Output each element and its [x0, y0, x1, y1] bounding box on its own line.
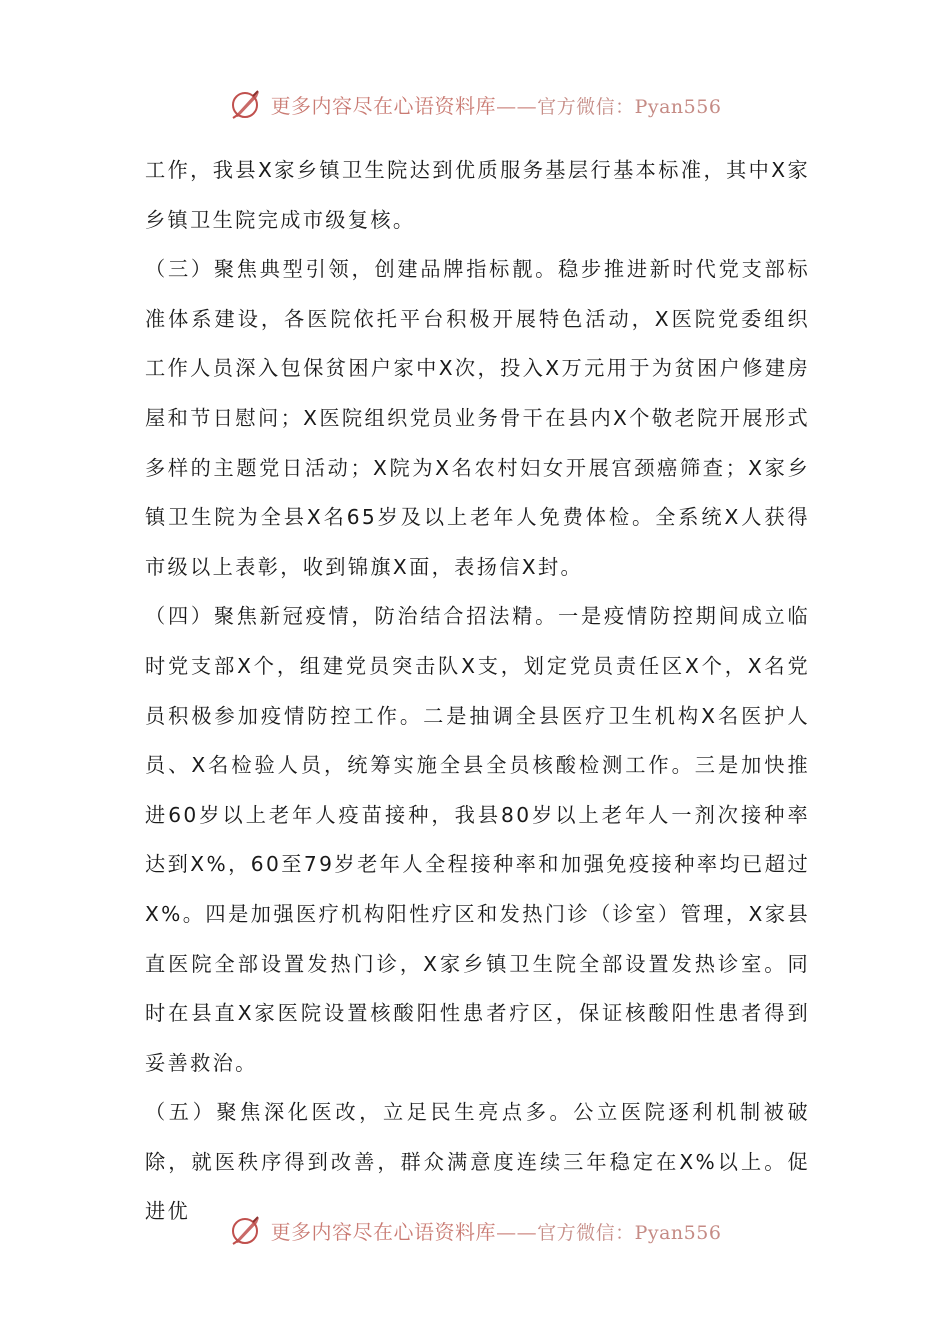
- watermark-wechat-id: Pyan556: [634, 1221, 722, 1244]
- pen-quill-logo-icon: [229, 1212, 265, 1248]
- watermark-text: [271, 1216, 722, 1245]
- watermark-wechat-id: Pyan556: [634, 95, 722, 118]
- watermark-footer: [0, 1210, 950, 1250]
- watermark-text: [271, 90, 722, 119]
- paragraph-4: （五）聚焦深化医改，立足民生亮点多。公立医院逐利机制被破除，就医秩序得到改善，群众满意度连续三年稳定在X%以上。促进优: [145, 1100, 810, 1224]
- watermark-dash: ——: [496, 93, 538, 118]
- paragraph-3: （四）聚焦新冠疫情，防治结合招法精。一是疫情防控期间成立临时党支部X个，组建党员突击队X支，划定党员责任区X个，X名党员积极参加疫情防控工作。二是抽调全县医疗卫生机构X名医护人员、X名检验人员，统筹实施全县全员核酸检测工作。三是加快推进60岁以上老年人疫苗接种，我县80岁以上老年人一剂次接种率达到X%，60至79岁老年人全程接种率和加强免疫接种率均已超过X%。四是加强医疗机构阳性疗区和发热门诊（诊室）管理，X家县直医院全部设置发热门诊，X家乡镇卫生院全部设置发热诊室。同时在县直X家医院设置核酸阳性患者疗区，保证核酸阳性患者得到妥善救治。: [145, 604, 810, 1075]
- watermark-header: [0, 84, 950, 124]
- pen-quill-logo-icon: [229, 86, 265, 122]
- watermark-wechat-label: 官方微信：: [537, 95, 635, 118]
- watermark-main-text: 更多内容尽在心语资料库: [270, 93, 497, 118]
- watermark-dash: ——: [496, 1219, 538, 1244]
- paragraph-1: 工作，我县X家乡镇卫生院达到优质服务基层行基本标准，其中X家乡镇卫生院完成市级复核。: [145, 158, 810, 232]
- paragraph-2: （三）聚焦典型引领，创建品牌指标靓。稳步推进新时代党支部标准体系建设，各医院依托平台积极开展特色活动，X医院党委组织工作人员深入包保贫困户家中X次，投入X万元用于为贫困户修建房屋和节日慰问；X医院组织党员业务骨干在县内X个敬老院开展形式多样的主题党日活动；X院为X名农村妇女开展宫颈癌筛查；X家乡镇卫生院为全县X名65岁及以上老年人免费体检。全系统X人获得市级以上表彰，收到锦旗X面，表扬信X封。: [145, 257, 810, 579]
- document-body: [145, 146, 810, 1237]
- watermark-main-text: 更多内容尽在心语资料库: [270, 1219, 497, 1244]
- watermark-wechat-label: 官方微信：: [537, 1221, 635, 1244]
